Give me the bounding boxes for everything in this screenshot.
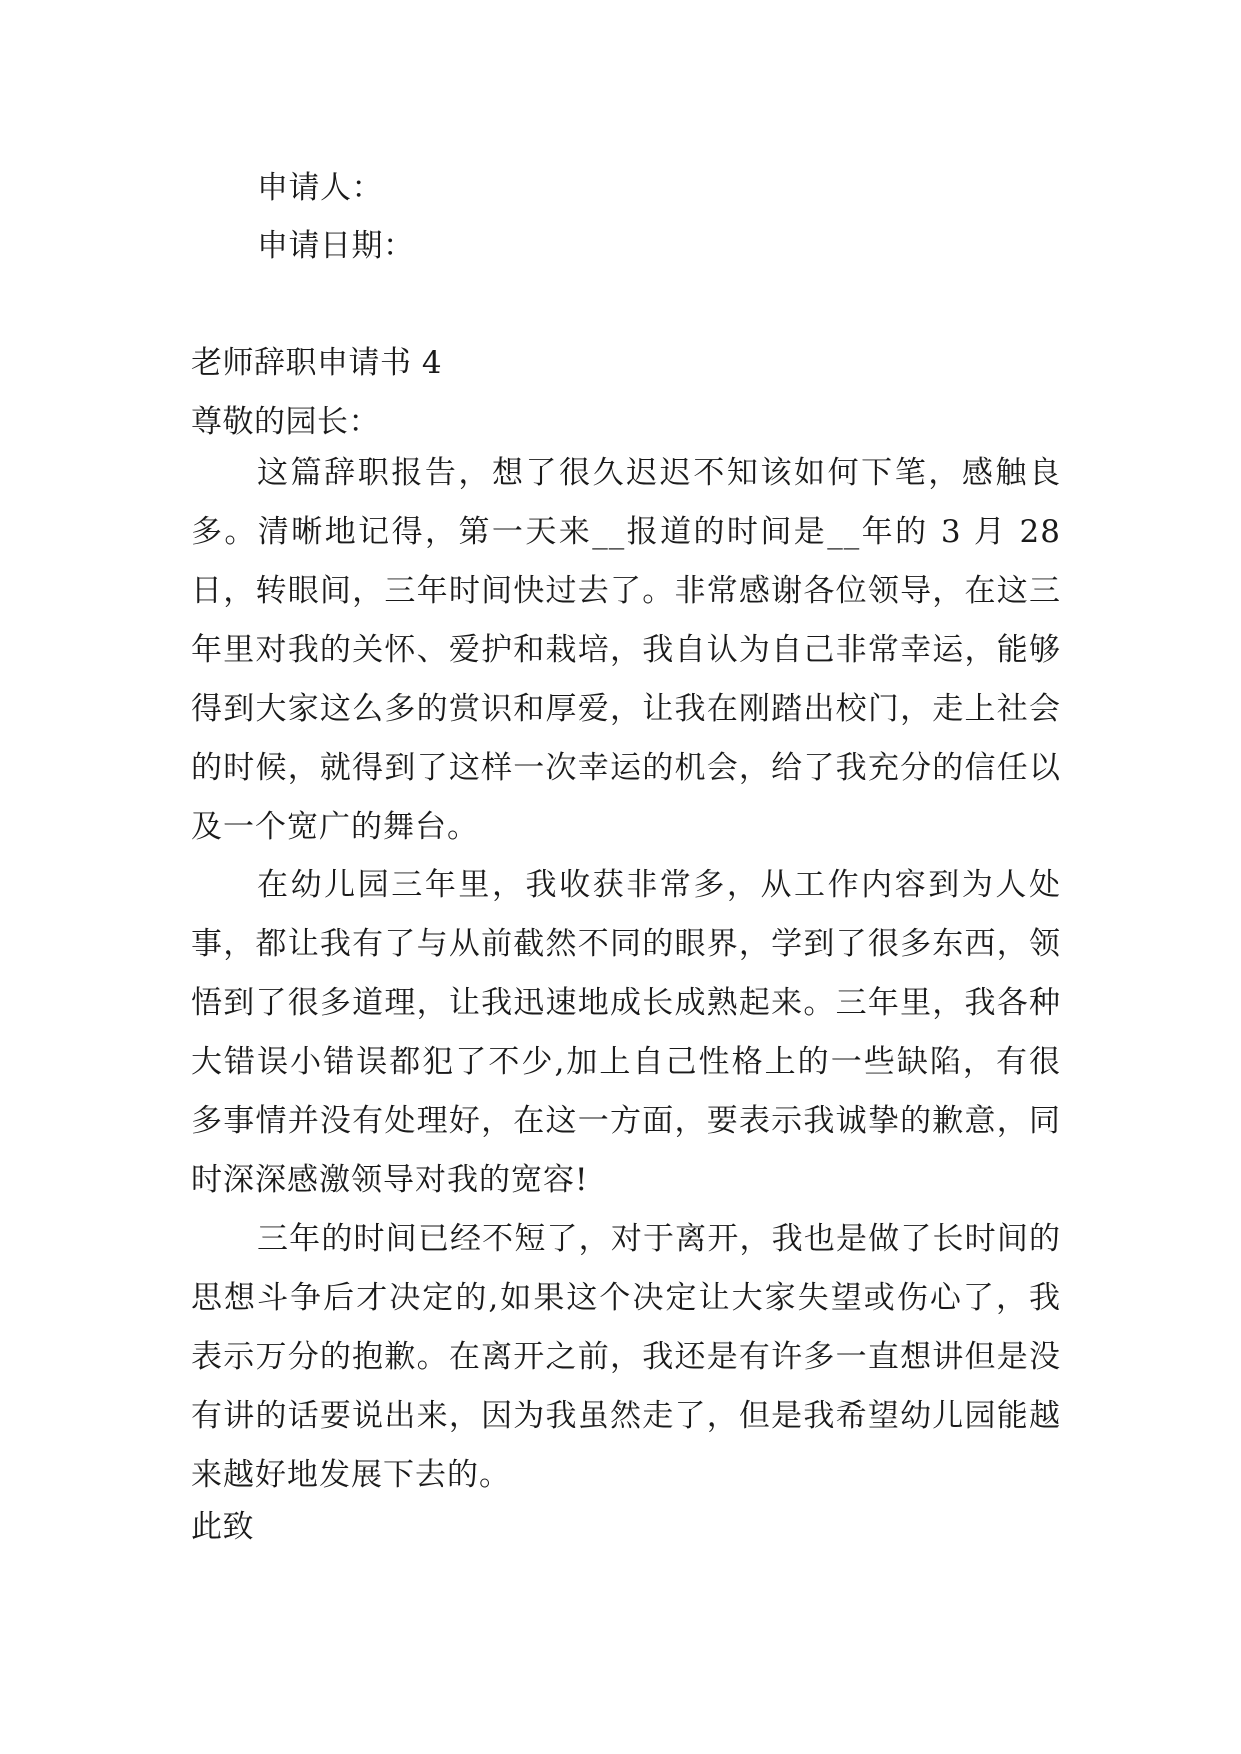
- body-paragraph-3: 三年的时间已经不短了，对于离开，我也是做了长时间的思想斗争后才决定的,如果这个决定让大家失望或伤心了，我表示万分的抱歉。在离开之前，我还是有许多一直想讲但是没有讲的话要说出来，因为我虽然走了，但是我希望幼儿园能越来越好地发展下去的。: [191, 1221, 1061, 1493]
- body-paragraph-1: 这篇辞职报告，想了很久迟迟不知该如何下笔，感触良多。清晰地记得，第一天来__报道的时间是__年的 3 月 28 日，转眼间，三年时间快过去了。非常感谢各位领导，在这三年里对我的关怀、爱护和栽培，我自认为自己非常幸运，能够得到大家这么多的赏识和厚爱，让我在刚踏出校门，走上社会的时候，就得到了这样一次幸运的机会，给了我充分的信任以及一个宽广的舞台。: [191, 455, 1061, 845]
- letter-title: 老师辞职申请书 4: [191, 345, 443, 381]
- applicant-label: 申请人：: [257, 170, 383, 206]
- body-paragraph-2: 在幼儿园三年里，我收获非常多，从工作内容到为人处事，都让我有了与从前截然不同的眼界，学到了很多东西，领悟到了很多道理，让我迅速地成长成熟起来。三年里，我各种大错误小错误都犯了不少,加上自己性格上的一些缺陷，有很多事情并没有处理好，在这一方面，要表示我诚挚的歉意，同时深深感激领导对我的宽容!: [191, 867, 1061, 1198]
- application-date-label: 申请日期：: [257, 228, 415, 264]
- letter-closing: 此致: [191, 1509, 254, 1545]
- letter-salutation: 尊敬的园长：: [191, 404, 380, 440]
